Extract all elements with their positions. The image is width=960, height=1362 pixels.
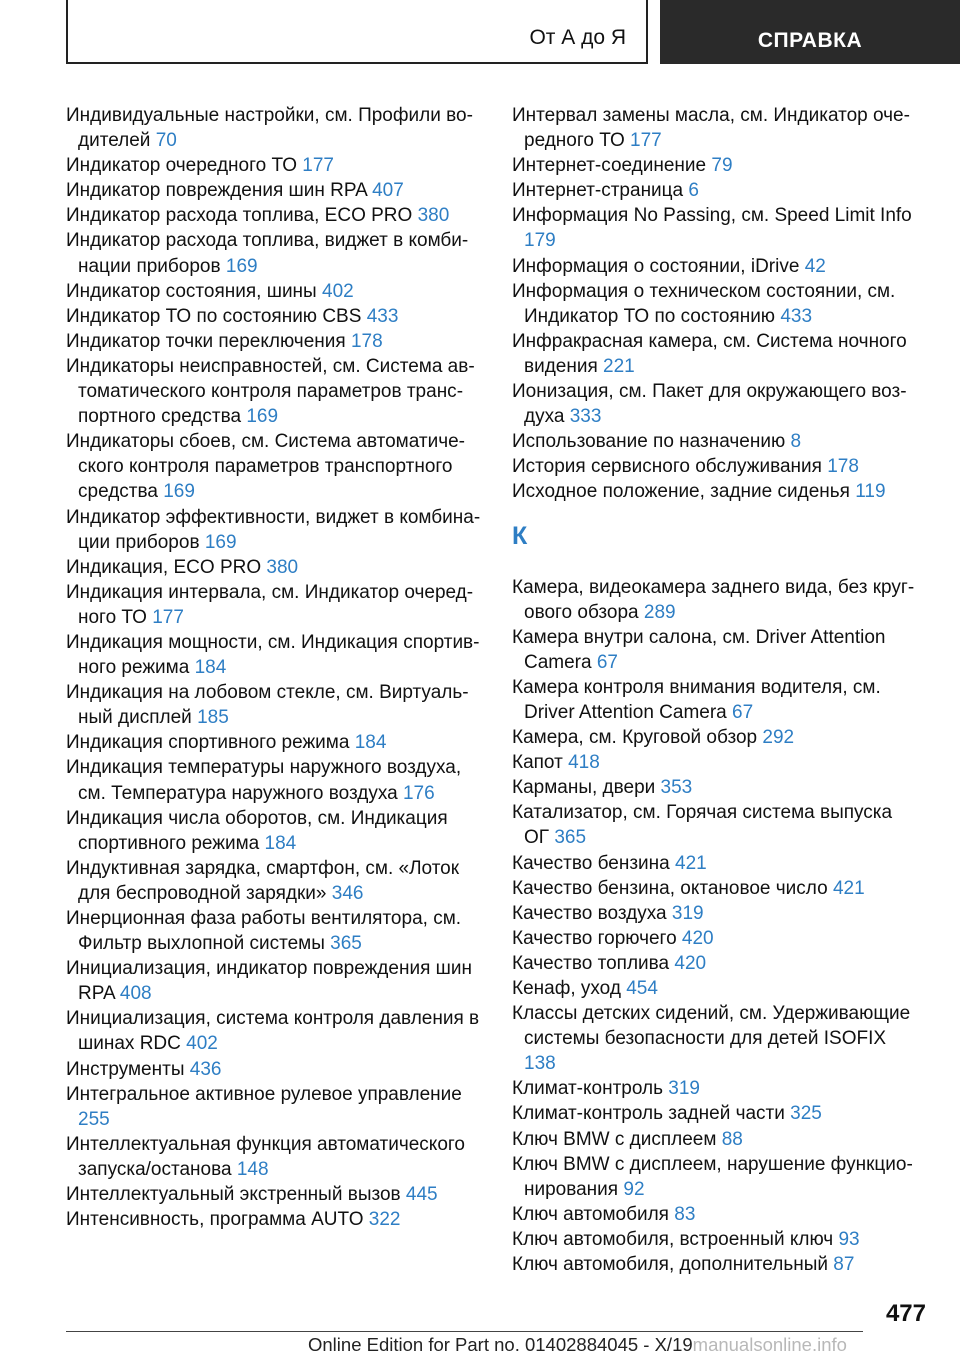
page-reference-link[interactable]: 185 [197, 707, 229, 729]
index-entry [512, 1076, 922, 1101]
index-entry [512, 775, 922, 800]
index-entry [512, 1001, 922, 1076]
index-entry [66, 178, 486, 203]
page-reference-link[interactable]: 177 [302, 155, 334, 177]
index-right-column [512, 103, 922, 1277]
index-entry-text: Ключ автомобиля, дополнительный [512, 1254, 828, 1276]
index-right-top-list [512, 103, 922, 505]
index-entry [512, 178, 922, 203]
index-entry [512, 379, 922, 429]
index-entry [66, 1082, 486, 1132]
page-reference-link[interactable]: 292 [762, 727, 795, 749]
index-entry-text: Ключ автомобиля [512, 1203, 669, 1225]
index-entry [66, 630, 486, 680]
index-entry [512, 454, 922, 479]
index-entry [512, 1202, 922, 1227]
index-entry [512, 279, 922, 329]
index-entry-text: Кенаф, уход [512, 978, 621, 999]
header-tab-reference[interactable]: СПРАВКА [660, 0, 960, 64]
index-entry-text: Интервал замены масла, см. Индикатор очередного ТО [512, 105, 910, 152]
page-reference-link[interactable]: 402 [322, 280, 354, 302]
page-reference-link[interactable]: 177 [630, 130, 662, 152]
page-reference-link[interactable]: 454 [626, 978, 658, 999]
page-reference-link[interactable]: 433 [366, 305, 399, 327]
index-entry [66, 279, 486, 304]
footer-edition: Online Edition for Part no. 01402884045 - X/19 [308, 1334, 693, 1355]
index-entry-text: Индикация спортивного режима [66, 732, 350, 754]
index-entry [512, 1101, 922, 1126]
index-entry [512, 429, 922, 454]
index-entry [512, 153, 922, 178]
index-entry [512, 725, 922, 750]
section-letter-heading: К [512, 521, 528, 550]
index-entry [66, 1182, 486, 1207]
page-reference-link[interactable]: 353 [660, 777, 693, 799]
index-entry-text: Качество бензина, октановое число [512, 877, 828, 899]
page-reference-link[interactable]: 322 [368, 1209, 401, 1231]
page-reference-link[interactable]: 184 [264, 832, 297, 854]
page-reference-link[interactable]: 178 [350, 330, 383, 352]
page-reference-link[interactable]: 93 [838, 1228, 860, 1250]
index-entry-text: Индикатор состояния, шины [66, 280, 317, 302]
index-entry [512, 203, 922, 253]
index-entry-text: Индикация температуры наружного воздуха, см. Температура наружного воздуха [66, 757, 462, 804]
page-reference-link[interactable]: 289 [643, 601, 676, 623]
index-entry-text: Капот [512, 752, 563, 774]
index-entry-text: Индикатор расхода топлива, виджет в комбинации приборов [66, 230, 469, 277]
page-reference-link[interactable]: 42 [804, 255, 826, 277]
index-entry-text: Ключ BMW с дисплеем [512, 1128, 717, 1150]
page-reference-link[interactable]: 138 [524, 1053, 556, 1075]
index-entry [66, 429, 486, 504]
index-entry-text: Качество бензина [512, 852, 670, 874]
page-reference-link[interactable]: 6 [688, 180, 699, 202]
page-reference-link[interactable]: 319 [671, 902, 704, 924]
index-entry [512, 851, 922, 876]
index-entry-text: Камера, см. Круговой обзор [512, 727, 758, 749]
index-entry-text: Индикация числа оборотов, см. Индикация спортивного режима [66, 807, 448, 854]
index-entry [512, 876, 922, 901]
page-reference-link[interactable]: 319 [668, 1078, 700, 1100]
index-entry-text: Индикация мощности, см. Индикация спортивного режима [66, 631, 480, 679]
index-entry-text: Индикаторы сбоев, см. Система автоматического контроля параметров транспортного средства [66, 431, 465, 503]
index-entry [512, 1227, 922, 1252]
index-entry-text: Климат-контроль задней части [512, 1103, 785, 1125]
index-entry-text: Информация о состоянии, iDrive [512, 255, 800, 277]
index-entry-text: Ключ BMW с дисплеем, нарушение функционирования [512, 1153, 913, 1200]
index-entry [512, 625, 922, 675]
index-entry-text: Инициализация, система контроля давления в шинах RDC [66, 1008, 480, 1055]
index-entry-text: Индикаторы неисправностей, см. Система автоматического контроля параметров транспортного средства [66, 355, 475, 428]
page-reference-link[interactable]: 88 [721, 1128, 743, 1150]
page-reference-link[interactable]: 408 [119, 983, 152, 1005]
page-reference-link[interactable]: 325 [790, 1103, 822, 1125]
index-entry-text: Камера контроля внимания водителя, см. Driver Attention Camera [512, 676, 881, 723]
page-reference-link[interactable]: 380 [417, 205, 450, 227]
page-reference-link[interactable]: 436 [189, 1058, 222, 1080]
page-reference-link[interactable]: 421 [675, 852, 707, 874]
index-entry-text: Качество воздуха [512, 902, 667, 924]
header-section-box [66, 0, 648, 64]
index-entry-text: Индикатор ТО по состоянию CBS [66, 305, 362, 327]
index-entry [512, 1252, 922, 1277]
index-entry [66, 680, 486, 730]
page-reference-link[interactable]: 221 [603, 355, 635, 377]
index-entry [512, 575, 922, 625]
index-entry-text: Интеллектуальный экстренный вызов [66, 1184, 401, 1206]
page-reference-link[interactable]: 365 [554, 827, 587, 849]
index-entry-text: История сервисного обслуживания [512, 456, 822, 478]
index-entry [66, 505, 486, 555]
page-reference-link[interactable]: 433 [780, 305, 813, 327]
index-entry [512, 1152, 922, 1202]
page-reference-link[interactable]: 119 [855, 481, 886, 503]
index-entry [66, 304, 486, 329]
page-reference-link[interactable]: 420 [681, 927, 714, 949]
page-reference-link[interactable]: 169 [204, 531, 237, 553]
index-entry [512, 800, 922, 850]
index-entry-text: Индуктивная зарядка, смартфон, см. «Лоток для беспроводной зарядки» [66, 857, 460, 904]
page-number: 477 [885, 1300, 926, 1327]
index-entry-text: Камера, видеокамера заднего вида, без кругового обзора [512, 576, 915, 623]
page-reference-link[interactable]: 87 [833, 1254, 855, 1276]
index-entry-text: Индикатор очередного ТО [66, 155, 297, 177]
page-reference-link[interactable]: 380 [266, 556, 299, 578]
index-entry-text: Инерционная фаза работы вентилятора, см. Фильтр выхлопной системы [66, 908, 462, 955]
index-entry [66, 856, 486, 906]
page-reference-link[interactable]: 169 [246, 406, 279, 428]
footer-watermark: manualsonline.info [692, 1334, 847, 1355]
page-reference-link[interactable]: 177 [152, 606, 184, 628]
index-entry [66, 329, 486, 354]
index-entry [66, 806, 486, 856]
index-entry [66, 103, 486, 153]
page-reference-link[interactable]: 445 [405, 1184, 438, 1206]
index-entry [512, 976, 922, 1001]
index-entry-text: Инициализация, индикатор повреждения шин RPA [66, 958, 472, 1005]
index-entry-text: Индикатор точки переключения [66, 330, 346, 352]
index-entry [66, 1132, 486, 1182]
index-entry-text: Индикация на лобовом стекле, см. Виртуальный дисплей [66, 682, 469, 729]
page-reference-link[interactable]: 420 [674, 952, 707, 974]
index-entry-text: Индикация интервала, см. Индикатор очередного ТО [66, 581, 474, 628]
page-reference-link[interactable]: 184 [354, 732, 387, 754]
index-entry-text: Индикатор эффективности, виджет в комбинации приборов [66, 506, 481, 553]
index-entry-text: Исходное положение, задние сиденья [512, 481, 850, 503]
index-entry-text: Классы детских сидений, см. Удерживающие системы безопасности для детей ISOFIX [512, 1003, 911, 1050]
index-entry-text: Интеллектуальная функция автоматического запуска/останова [66, 1133, 465, 1180]
index-entry-text: Индикация, ECO PRO [66, 556, 262, 578]
index-right-bottom-list [512, 575, 922, 1278]
page-reference-link[interactable]: 67 [596, 651, 618, 673]
index-entry-text: Использование по назначению [512, 431, 786, 453]
index-entry [66, 580, 486, 630]
page-reference-link[interactable]: 407 [372, 180, 404, 202]
index-entry [66, 153, 486, 178]
index-entry [512, 479, 922, 504]
index-entry [512, 1127, 922, 1152]
index-entry [66, 1207, 486, 1232]
index-entry-text: Инструменты [66, 1058, 185, 1080]
index-entry-text: Индивидуальные настройки, см. Профили водителей [66, 105, 473, 152]
index-entry [66, 906, 486, 956]
index-entry [66, 354, 486, 429]
index-entry [512, 901, 922, 926]
page-reference-link[interactable]: 176 [402, 782, 435, 804]
index-entry-text: Ключ автомобиля, встроенный ключ [512, 1228, 834, 1250]
footer-divider [66, 1331, 863, 1332]
page-reference-link[interactable]: 79 [711, 155, 733, 177]
page-reference-link[interactable]: 421 [832, 877, 865, 899]
page-reference-link[interactable]: 92 [623, 1178, 645, 1200]
page-reference-link[interactable]: 255 [78, 1108, 110, 1130]
index-entry-text: Катализатор, см. Горячая система выпуска ОГ [512, 802, 893, 849]
index-entry-text: Интернет-страница [512, 180, 684, 202]
index-entry [66, 755, 486, 805]
index-entry [512, 254, 922, 279]
footer-edition-text [308, 1334, 847, 1356]
page-reference-link[interactable]: 178 [827, 456, 859, 478]
index-entry [66, 228, 486, 278]
index-left-column [66, 103, 486, 1232]
page-reference-link[interactable]: 418 [568, 752, 600, 774]
index-entry [512, 926, 922, 951]
index-entry-text: Индикатор повреждения шин RPA [66, 180, 367, 202]
index-entry [512, 750, 922, 775]
page-reference-link[interactable]: 179 [524, 230, 556, 252]
index-entry-text: Ионизация, см. Пакет для окружающего воздуха [512, 381, 907, 428]
index-entry [66, 956, 486, 1006]
index-entry-text: Интегральное активное рулевое управление [66, 1083, 462, 1105]
page-reference-link[interactable]: 365 [330, 933, 362, 955]
index-entry [512, 329, 922, 379]
index-entry-text: Инфракрасная камера, см. Система ночного видения [512, 330, 907, 377]
page-reference-link[interactable]: 67 [732, 701, 754, 723]
index-entry-text: Интенсивность, программа AUTO [66, 1209, 364, 1231]
index-entry-text: Камера внутри салона, см. Driver Attention Camera [512, 626, 886, 673]
index-entry [66, 1057, 486, 1082]
index-entry-text: Качество горючего [512, 927, 677, 949]
page-reference-link[interactable]: 402 [186, 1033, 218, 1055]
index-entry [66, 730, 486, 755]
page-reference-link[interactable]: 83 [674, 1203, 696, 1225]
index-entry-text: Информация о техническом состоянии, см. Индикатор ТО по состоянию [512, 280, 896, 327]
index-entry [512, 675, 922, 725]
index-entry [66, 555, 486, 580]
page-reference-link[interactable]: 184 [194, 657, 227, 679]
index-entry-text: Карманы, двери [512, 777, 656, 799]
page-reference-link[interactable]: 333 [569, 406, 602, 428]
index-entry [512, 103, 922, 153]
index-entry-text: Индикатор расхода топлива, ECO PRO [66, 205, 413, 227]
page-reference-link[interactable]: 148 [236, 1158, 269, 1180]
page-reference-link[interactable]: 8 [790, 431, 802, 453]
index-entry-text: Информация No Passing, см. Speed Limit Info [512, 205, 912, 227]
page-reference-link[interactable]: 169 [225, 255, 258, 277]
header-section-title: От А до Я [529, 26, 626, 49]
page-reference-link[interactable]: 70 [155, 130, 177, 152]
index-entry [512, 951, 922, 976]
page-reference-link[interactable]: 346 [331, 882, 364, 904]
page-reference-link[interactable]: 169 [163, 481, 195, 503]
index-entry-text: Климат-контроль [512, 1078, 663, 1100]
index-entry [66, 203, 486, 228]
index-entry [66, 1006, 486, 1056]
index-entry-text: Качество топлива [512, 952, 670, 974]
index-entry-text: Интернет-соединение [512, 155, 707, 177]
